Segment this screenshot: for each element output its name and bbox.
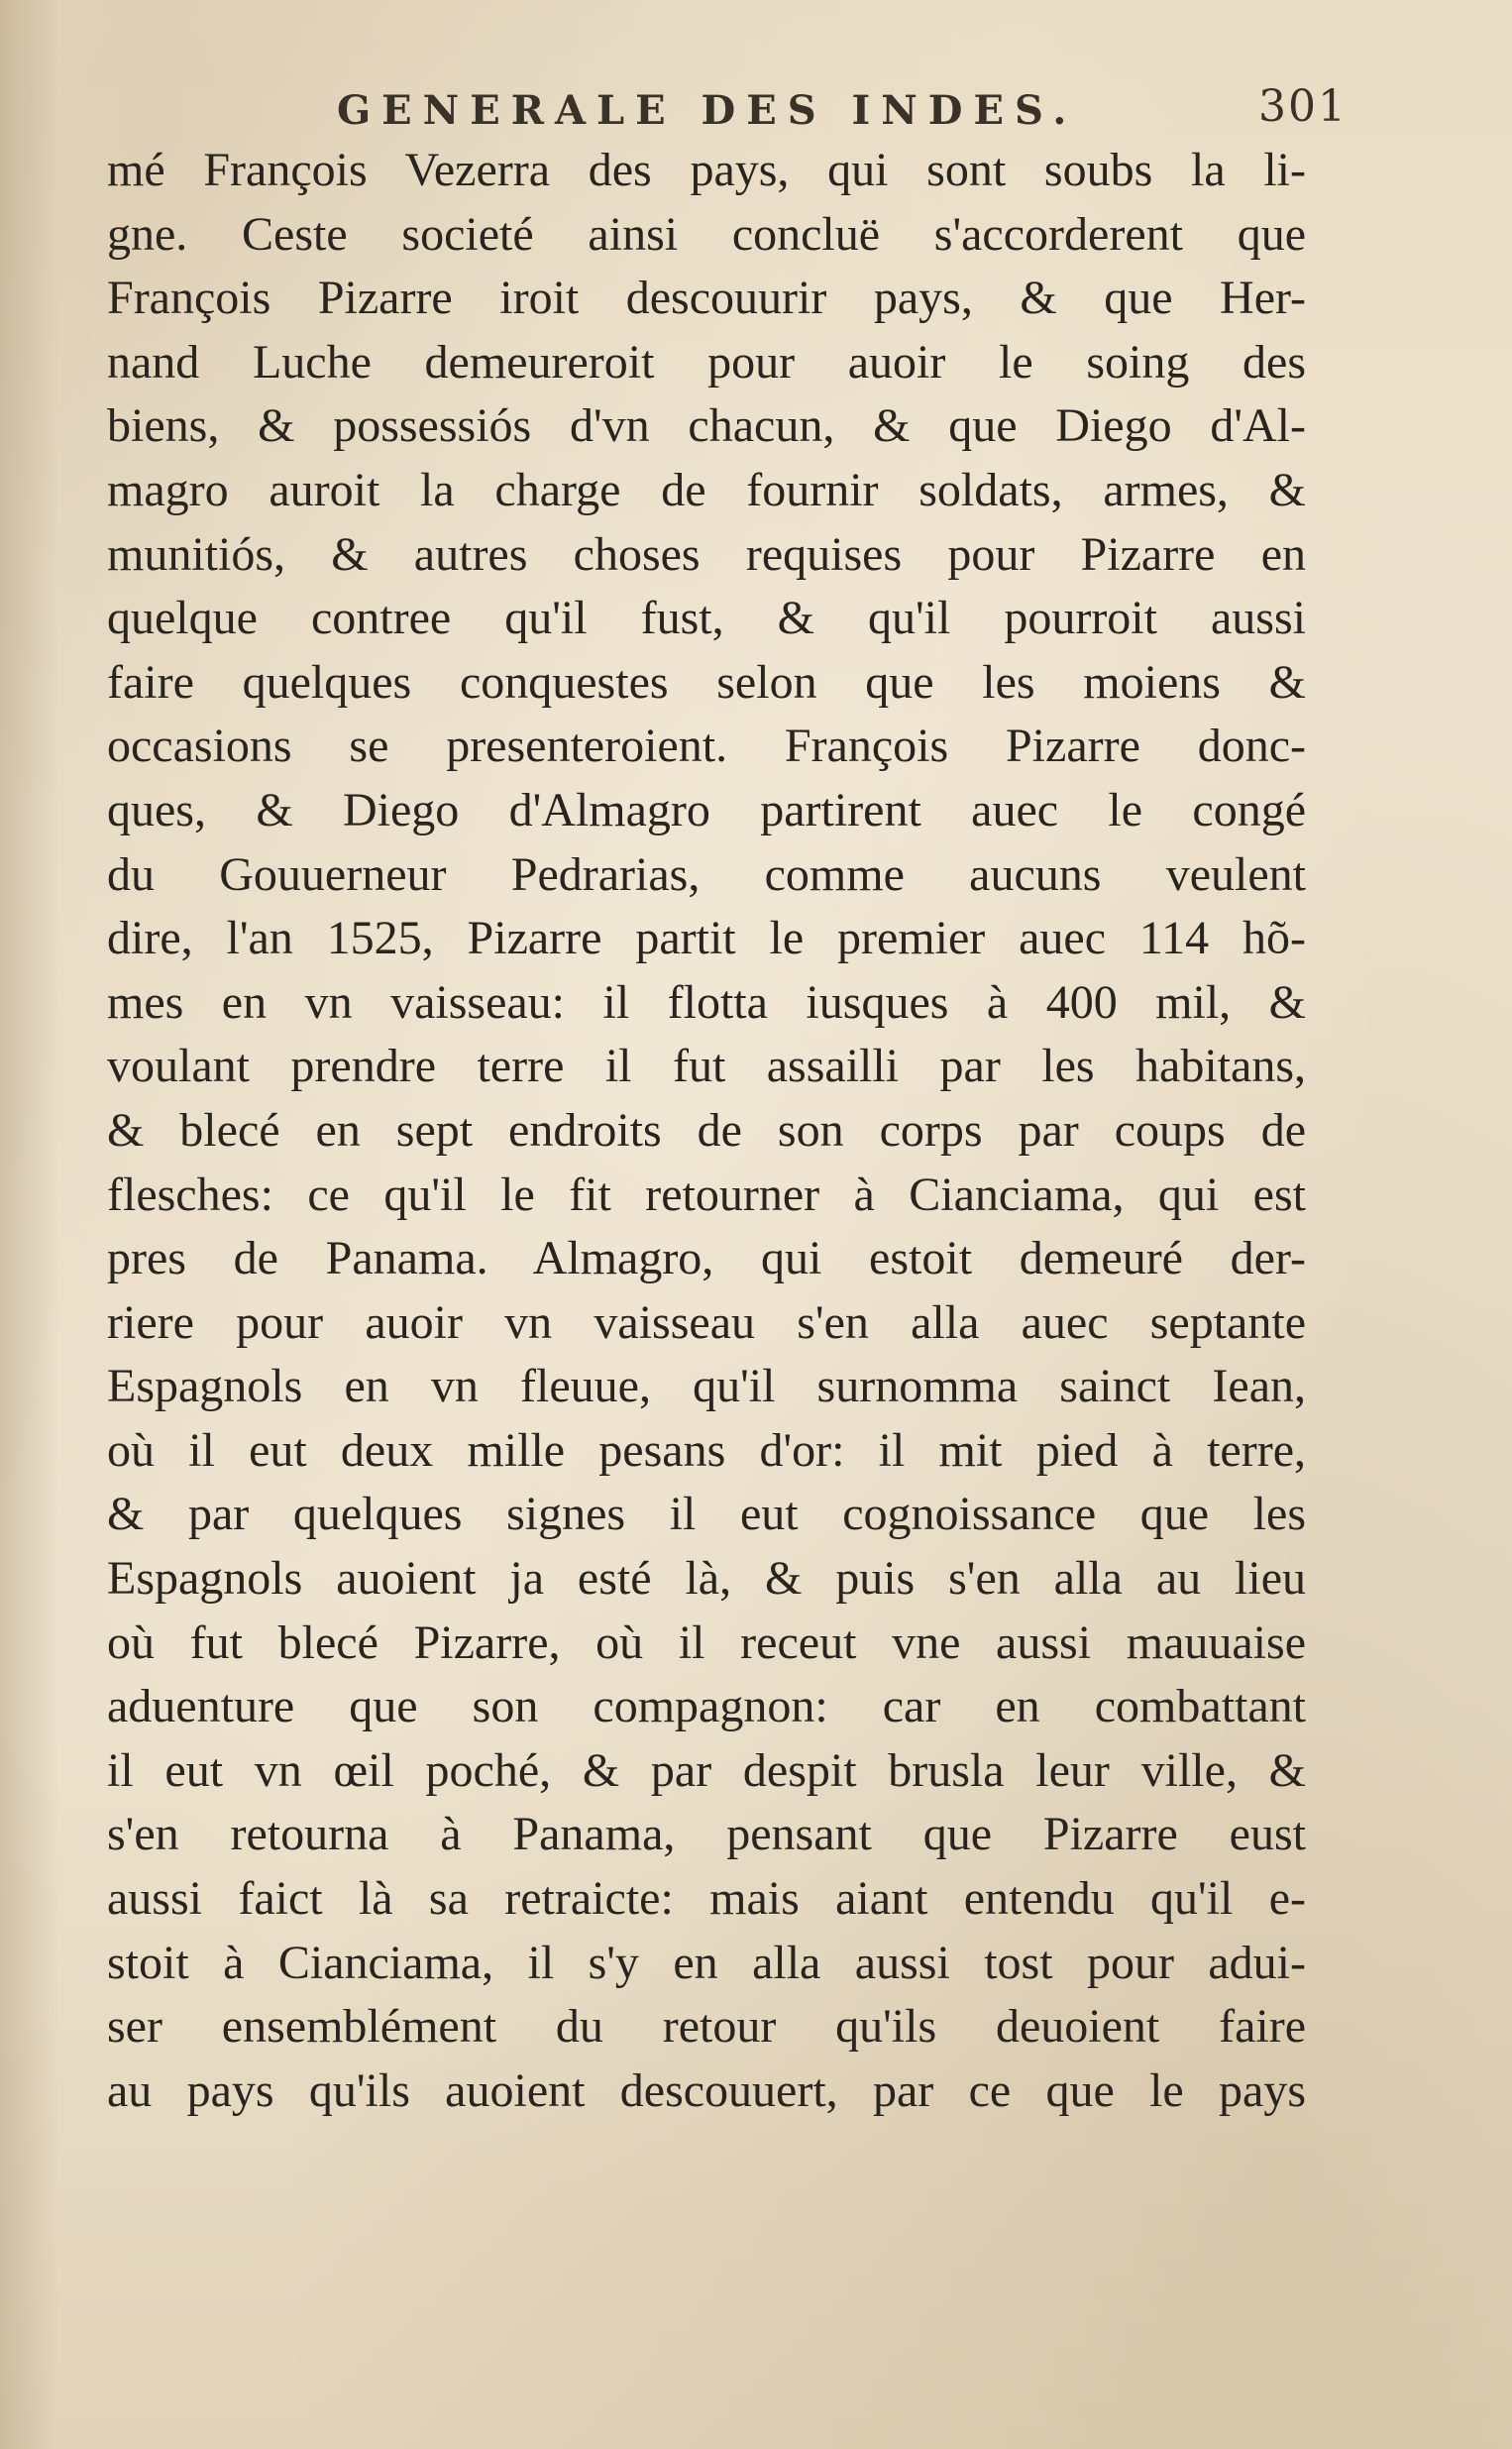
text-line: où fut blecé Pizarre, où il receut vne aussi mauuaise <box>107 1615 1306 1669</box>
text-line: Espagnols en vn fleuue, qu'il surnomma sainct Iean, <box>107 1360 1306 1413</box>
text-line: Espagnols auoient ja esté là, & puis s'en alla au lieu <box>107 1552 1306 1606</box>
text-line: magro auroit la charge de fournir soldats, armes, & <box>107 463 1306 516</box>
running-title: GENERALE DES INDES. <box>337 87 1078 134</box>
text-line: occasions se presenteroient. François Pizarre donc- <box>107 720 1306 773</box>
text-line: nand Luche demeureroit pour auoir le soing des <box>107 335 1306 389</box>
text-line: dire, l'an 1525, Pizarre partit le premier auec 114 hõ- <box>107 912 1306 965</box>
text-line: ser ensemblément du retour qu'ils deuoient faire <box>107 2000 1306 2054</box>
text-line: biens, & possessiós d'vn chacun, & que Diego d'Al- <box>107 399 1306 453</box>
text-line: gne. Ceste societé ainsi concluë s'accorderent que <box>107 207 1306 261</box>
text-line: du Gouuerneur Pedrarias, comme aucuns veulent <box>107 847 1306 901</box>
text-line: mé François Vezerra des pays, qui sont soubs la li- <box>107 144 1306 196</box>
text-line: François Pizarre iroit descouurir pays, & que Her- <box>107 272 1306 325</box>
text-line: faire quelques conquestes selon que les moiens & <box>107 655 1306 709</box>
text-line: flesches: ce qu'il le fit retourner à Cianciama, qui est <box>107 1168 1306 1221</box>
text-line: s'en retourna à Panama, pensant que Pizarre eust <box>107 1808 1306 1861</box>
text-line: riere pour auoir vn vaisseau s'en alla auec septante <box>107 1295 1306 1349</box>
text-line: munitiós, & autres choses requises pour Pizarre en <box>107 527 1306 581</box>
page-number: 301 <box>1258 81 1348 132</box>
text-line: aduenture que son compagnon: car en combattant <box>107 1680 1306 1733</box>
body-text <box>107 139 1306 2123</box>
text-line: il eut vn œil poché, & par despit brusla leur ville, & <box>107 1743 1306 1797</box>
text-line: pres de Panama. Almagro, qui estoit demeuré der- <box>107 1232 1306 1285</box>
text-line: où il eut deux mille pesans d'or: il mit pied à terre, <box>107 1423 1306 1477</box>
text-line: & blecé en sept endroits de son corps par coups de <box>107 1103 1306 1157</box>
text-line: aussi faict là sa retraicte: mais aiant entendu qu'il e- <box>107 1872 1306 1926</box>
text-line: quelque contree qu'il fust, & qu'il pourroit aussi <box>107 592 1306 645</box>
text-line: au pays qu'ils auoient descouuert, par ce que le pays <box>107 2063 1306 2117</box>
text-line: & par quelques signes il eut cognoissance que les <box>107 1488 1306 1541</box>
text-line: mes en vn vaisseau: il flotta iusques à 400 mil, & <box>107 975 1306 1029</box>
text-line: ques, & Diego d'Almagro partirent auec le congé <box>107 783 1306 836</box>
page-gutter-shadow <box>0 0 59 2449</box>
page-header <box>109 81 1348 141</box>
text-line: stoit à Cianciama, il s'y en alla aussi tost pour adui- <box>107 1936 1306 1989</box>
text-line: voulant prendre terre il fut assailli par les habitans, <box>107 1040 1306 1093</box>
